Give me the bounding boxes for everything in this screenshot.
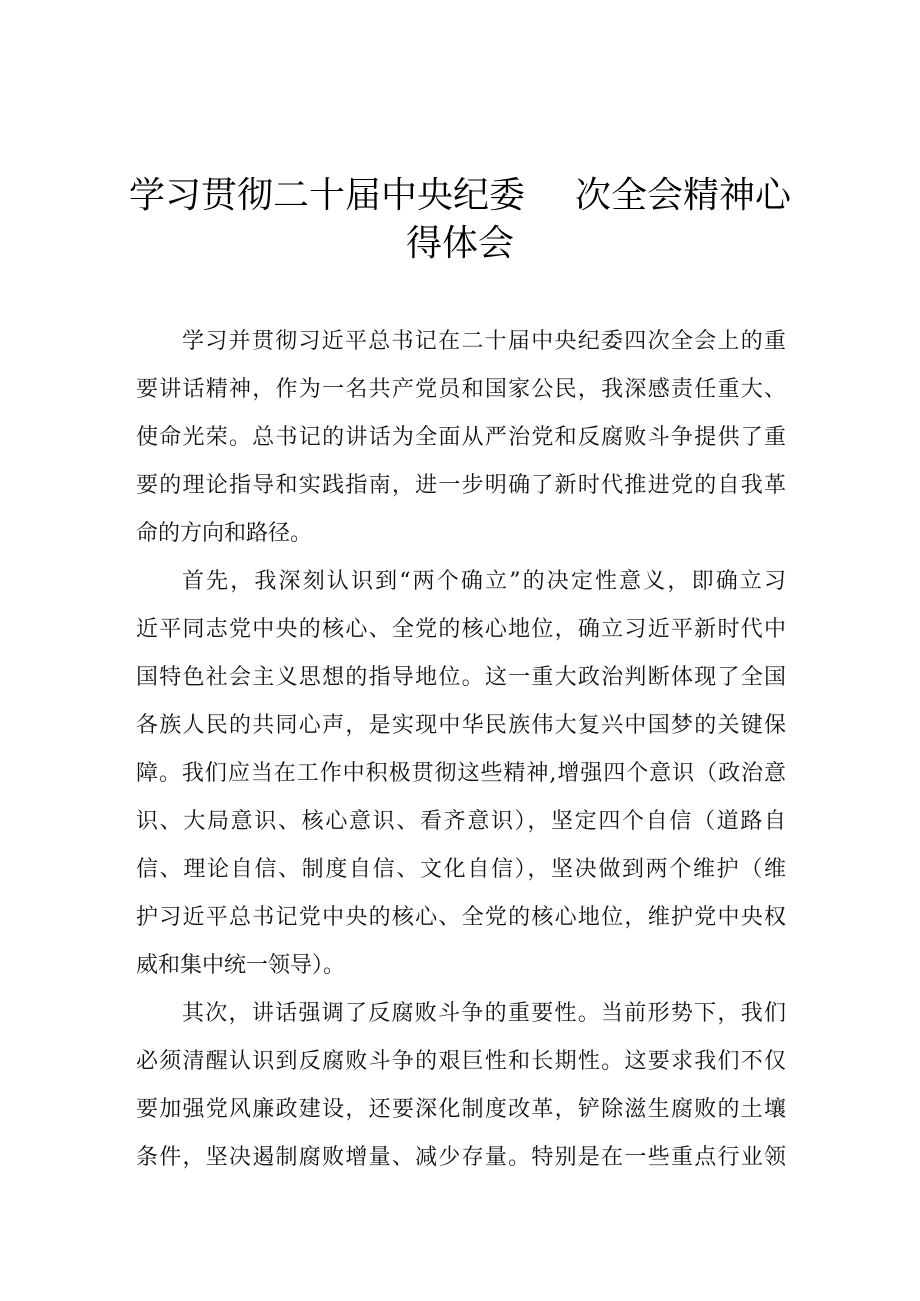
body-line: 首先，我深刻认识到“两个确立”的决定性意义，即确立习 — [182, 569, 786, 594]
body-line: 障。我们应当在工作中积极贯彻这些精神,增强四个意识（政治意 — [136, 761, 786, 786]
body-line: 识、大局意识、核心意识、看齐意识），坚定四个自信（道路自 — [136, 809, 786, 834]
body-line: 要加强党风廉政建设，还要深化制度改革，铲除滋生腐败的土壤 — [136, 1097, 786, 1122]
body-line: 各族人民的共同心声，是实现中华民族伟大复兴中国梦的关键保 — [136, 713, 786, 738]
title-part-1: 学习贯彻二十届中央纪委 — [128, 175, 525, 216]
document-title-line-1 — [0, 170, 920, 222]
document-title-line-2: 得体会 — [405, 223, 514, 264]
body-line: 国特色社会主义思想的指导地位。这一重大政治判断体现了全国 — [136, 665, 786, 690]
body-line: 威和集中统一领导）。 — [136, 953, 346, 978]
body-line: 必须清醒认识到反腐败斗争的艰巨性和长期性。这要求我们不仅 — [136, 1049, 786, 1074]
body-line: 使命光荣。总书记的讲话为全面从严治党和反腐败斗争提供了重 — [136, 425, 786, 450]
title-part-2: 次全会精神心 — [575, 175, 792, 216]
document-body — [136, 318, 786, 1182]
body-line: 护习近平总书记党中央的核心、全党的核心地位，维护党中央权 — [136, 905, 786, 930]
body-line: 条件，坚决遏制腐败增量、减少存量。特别是在一些重点行业领 — [136, 1145, 786, 1170]
body-line: 信、理论自信、制度自信、文化自信），坚决做到两个维护（维 — [136, 857, 786, 882]
body-line: 要讲话精神，作为一名共产党员和国家公民，我深感责任重大、 — [136, 377, 786, 402]
body-line: 近平同志党中央的核心、全党的核心地位，确立习近平新时代中 — [136, 617, 786, 642]
body-line: 学习并贯彻习近平总书记在二十届中央纪委四次全会上的重 — [182, 329, 786, 354]
body-line: 命的方向和路径。 — [136, 521, 313, 546]
body-line: 其次，讲话强调了反腐败斗争的重要性。当前形势下，我们 — [182, 1001, 786, 1026]
body-line: 要的理论指导和实践指南，进一步明确了新时代推进党的自我革 — [136, 473, 786, 498]
